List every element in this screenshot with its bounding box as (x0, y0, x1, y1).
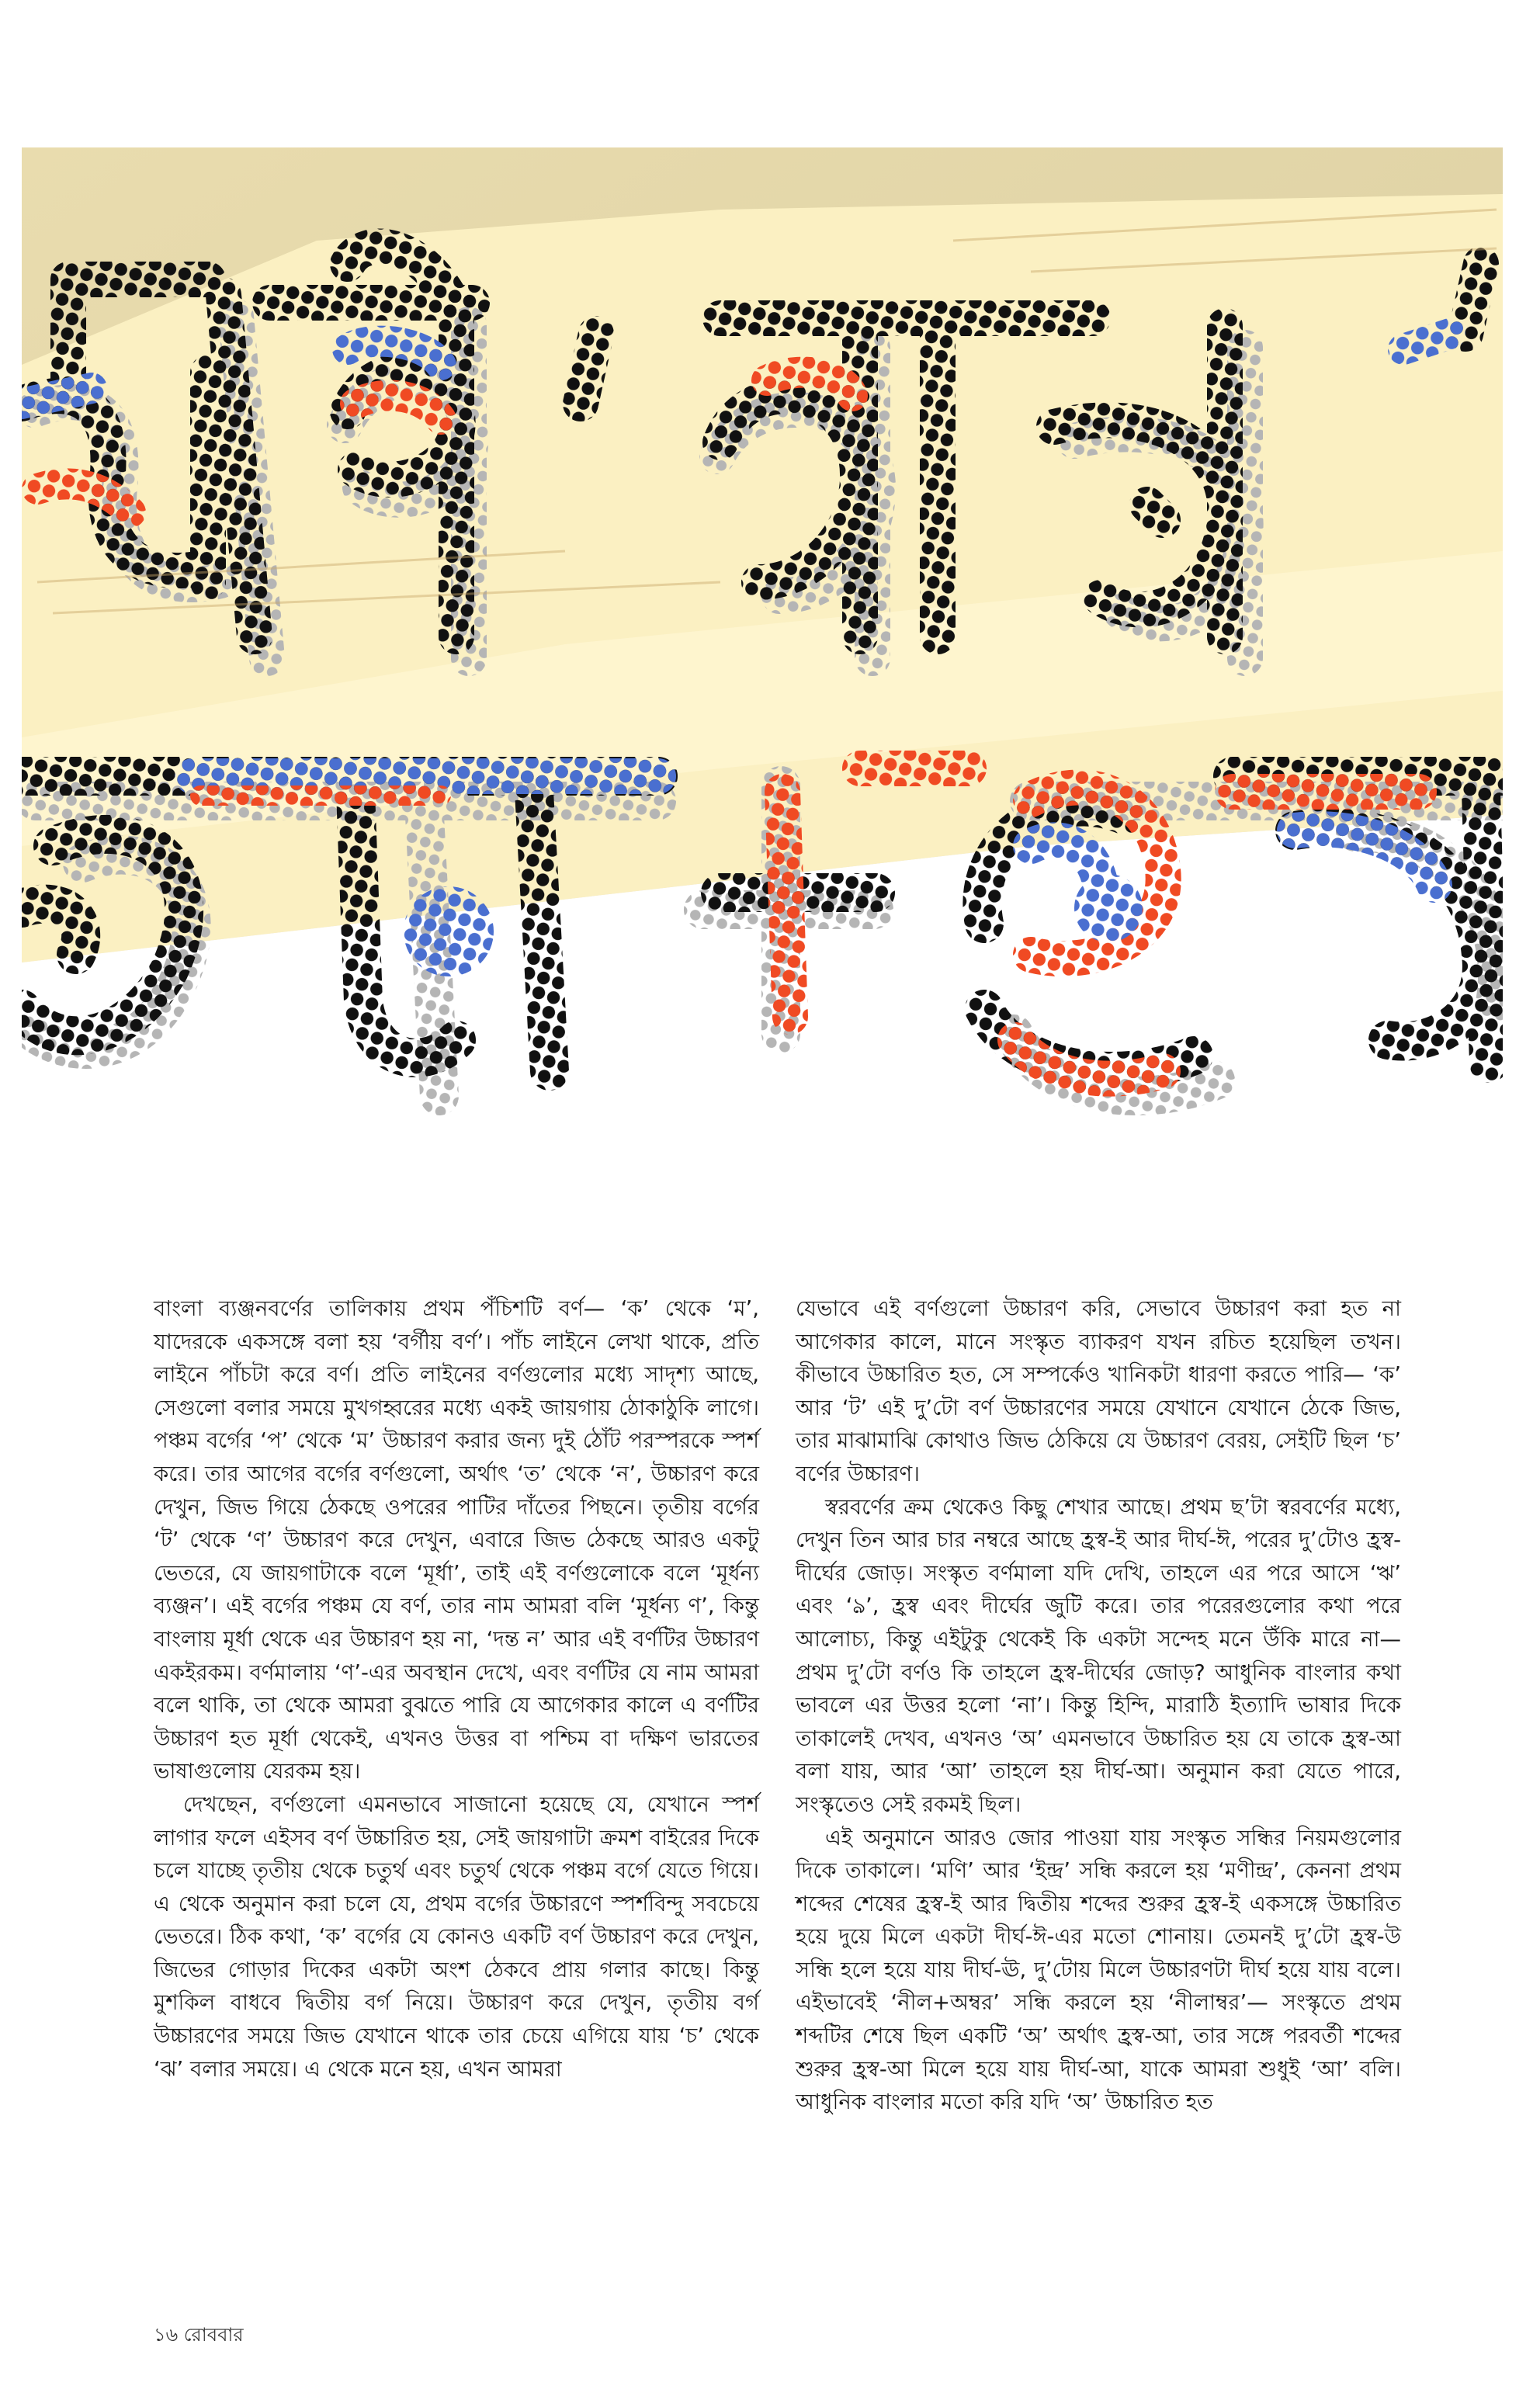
blue-dot-accent-2 (1074, 874, 1143, 942)
article-paragraph: যেভাবে এই বর্ণগুলো উচ্চারণ করি, সেভাবে উচ্চারণ করা হত না আগেকার কালে, মানে সংস্কৃত ব্যাকরণ যখন রচিত হয়েছিল তখন। কীভাবে উচ্চারিত হত, সে সম্পর্কেও খানিকটা ধারণা করতে পারি— ‘ক’ আর ‘ট’ এই দু’টো বর্ণ উচ্চারণের সময়ে যেখানে যেখানে ঠেকে জিভ, তার মাঝামাঝি কোথাও জিভ ঠেকিয়ে যে উচ্চারণ বেরয়, সেইটি ছিল ‘চ’ বর্ণের উচ্চারণ। (796, 1296, 1401, 1486)
article-paragraph: এই অনুমানে আরও জোর পাওয়া যায় সংস্কৃত সন্ধির নিয়মগুলোর দিকে তাকালে। ‘মণি’ আর ‘ইন্দ্র’ সন্ধি করলে হয় ‘মণীন্দ্র’, কেননা প্রথম শব্দের শেষের হ্রস্ব-ই আর দ্বিতীয় শব্দের শুরুর হ্রস্ব-ই একসঙ্গে উচ্চারিত হয়ে দুয়ে মিলে একটা দীর্ঘ-ঈ-এর মতো শোনায়। তেমনই দু’টো হ্রস্ব-উ সন্ধি হলে হয়ে যায় দীর্ঘ-ঊ, দু’টোয় মিলে উচ্চারণটা দীর্ঘ হয়ে যায় বলে। এইভাবেই ‘নীল+অম্বর’ সন্ধি করলে হয় ‘নীলাম্বর’— সংস্কৃতে প্রথম শব্দটির শেষে ছিল একটি ‘অ’ অর্থাৎ হ্রস্ব-আ, তার সঙ্গে পরবর্তী শব্দের শুরুর হ্রস্ব-আ মিলে হয়ে যায় দীর্ঘ-আ, যাকে আমরা শুধুই ‘আ’ বলি। আধুনিক বাংলার মতো করি যদি ‘অ’ উচ্চারিত হত (796, 1825, 1401, 2115)
halftone-headline-art (22, 147, 1503, 1157)
blue-dot-accent (404, 886, 494, 976)
page-footer: ১৬ রোববার (154, 2324, 244, 2346)
article-right-column (796, 1292, 1401, 2119)
hero-illustration (22, 147, 1503, 1157)
article-paragraph: বাংলা ব্যঞ্জনবর্ণের তালিকায় প্রথম পঁচিশটি বর্ণ— ‘ক’ থেকে ‘ম’, যাদেরকে একসঙ্গে বলা হয় ‘বর্গীয় বর্ণ’। পাঁচ লাইনে লেখা থাকে, প্রতি লাইনে পাঁচটা করে বর্ণ। প্রতি লাইনের বর্ণগুলোর মধ্যে সাদৃশ্য আছে, সেগুলো বলার সময়ে মুখগহ্বরের মধ্যে একই জায়গায় ঠোকাঠুকি লাগে। পঞ্চম বর্গের ‘প’ থেকে ‘ম’ উচ্চারণ করার জন্য দুই ঠোঁট পরস্পরকে স্পর্শ করে। তার আগের বর্গের বর্ণগুলো, অর্থাৎ ‘ত’ থেকে ‘ন’, উচ্চারণ করে দেখুন, জিভ গিয়ে ঠেকছে ওপরের পাটির দাঁতের পিছনে। তৃতীয় বর্গের ‘ট’ থেকে ‘ণ’ উচ্চারণ করে দেখুন, এবারে জিভ ঠেকছে আরও একটু ভেতরে, যে জায়গাটাকে বলে ‘মূর্ধা’, তাই এই বর্ণগুলোকে বলে ‘মূর্ধন্য ব্যঞ্জন’। এই বর্গের পঞ্চম যে বর্ণ, তার নাম আমরা বলি ‘মূর্ধন্য ণ’, কিন্তু বাংলায় মূর্ধা থেকে এর উচ্চারণ হয় না, ‘দন্ত ন’ আর এই বর্ণটির উচ্চারণ একইরকম। বর্ণমালায় ‘ণ’-এর অবস্থান দেখে, এবং বর্ণটির যে নাম আমরা বলে থাকি, তা থেকে আমরা বুঝতে পারি যে আগেকার কালে এ বর্ণটির উচ্চারণ হত মূর্ধা থেকেই, এখনও উত্তর বা পশ্চিম বা দক্ষিণ ভারতের ভাষাগুলোয় যেরকম হয়। (154, 1296, 759, 1784)
article-paragraph: দেখছেন, বর্ণগুলো এমনভাবে সাজানো হয়েছে যে, যেখানে স্পর্শ লাগার ফলে এইসব বর্ণ উচ্চারিত হয়, সেই জায়গাটা ক্রমশ বাইরের দিকে চলে যাচ্ছে তৃতীয় থেকে চতুর্থ এবং চতুর্থ থেকে পঞ্চম বর্গে যেতে গিয়ে। এ থেকে অনুমান করা চলে যে, প্রথম বর্গের উচ্চারণে স্পর্শবিন্দু সবচেয়ে ভেতরে। ঠিক কথা, ‘ক’ বর্গের যে কোনও একটি বর্ণ উচ্চারণ করে দেখুন, জিভের গোড়ার দিকের একটা অংশ ঠেকবে প্রায় গলার কাছে। কিন্তু মুশকিল বাধবে দ্বিতীয় বর্গ নিয়ে। উচ্চারণ করে দেখুন, তৃতীয় বর্গ উচ্চারণের সময়ে জিভ যেখানে থাকে তার চেয়ে এগিয়ে যায় ‘চ’ থেকে ‘ঝ’ বলার সময়ে। এ থেকে মনে হয়, এখন আমরা (154, 1791, 759, 2082)
article-left-column (154, 1292, 759, 2086)
article-paragraph: স্বরবর্ণের ক্রম থেকেও কিছু শেখার আছে। প্রথম ছ’টা স্বরবর্ণের মধ্যে, দেখুন তিন আর চার নম্বরে আছে হ্রস্ব-ই আর দীর্ঘ-ঈ, পরের দু’টোও হ্রস্ব-দীর্ঘের জোড়। সংস্কৃত বর্ণমালা যদি দেখি, তাহলে এর পরে আসে ‘ঋ’ এবং ‘ঌ’, হ্রস্ব এবং দীর্ঘের জুটি করে। তার পরেরগুলোর কথা পরে আলোচ্য, কিন্তু এইটুকু থেকেই কি একটা সন্দেহ মনে উঁকি মারে না— প্রথম দু’টো বর্ণও কি তাহলে হ্রস্ব-দীর্ঘের জোড়? আধুনিক বাংলার কথা ভাবলে এর উত্তর হলো ‘না’। কিন্তু হিন্দি, মারাঠি ইত্যাদি ভাষার দিকে তাকালেই দেখব, এখনও ‘অ’ এমনভাবে উচ্চারিত হয় যে তাকে হ্রস্ব-আ বলা যায়, আর ‘আ’ তাহলে হয় দীর্ঘ-আ। অনুমান করা যেতে পারে, সংস্কৃতেও সেই রকমই ছিল। (796, 1494, 1401, 1817)
